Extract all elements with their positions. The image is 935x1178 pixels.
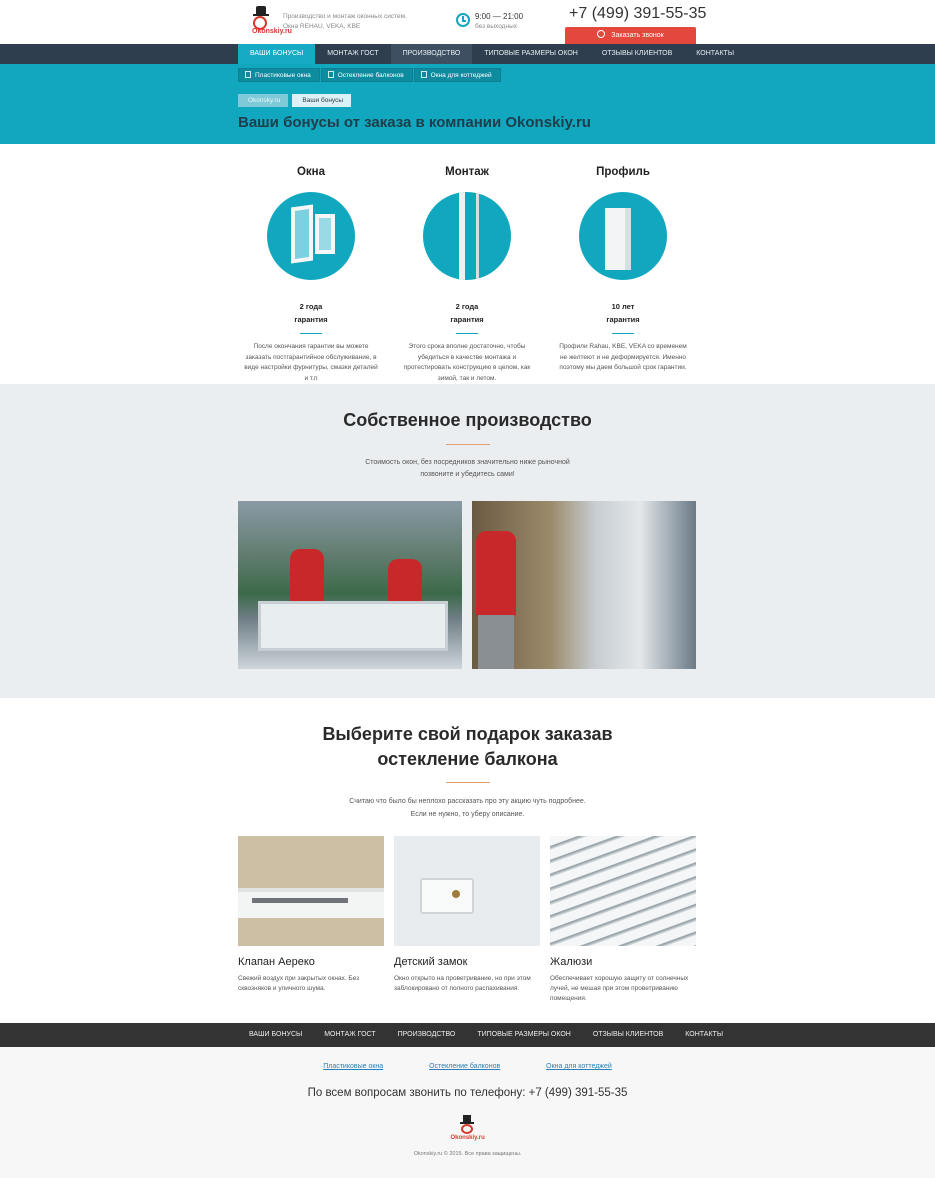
- subnav-label: Остекление балконов: [337, 72, 404, 79]
- production-photo: [238, 501, 462, 669]
- bonus-description: Этого срока вполне достаточно, чтобы убедиться в качестве монтажа и протестировать конструкцию в целом, как зимой, так и летом.: [403, 343, 531, 382]
- gift-item-title: Детский замок: [394, 956, 468, 968]
- subnav-item-cottage[interactable]: [414, 68, 501, 82]
- child-lock-image: [394, 836, 540, 946]
- footer-nav-sizes[interactable]: ТИПОВЫЕ РАЗМЕРЫ ОКОН: [477, 1031, 571, 1038]
- breadcrumb-home[interactable]: Okonsky.ru: [238, 94, 288, 107]
- worker-figure: [478, 615, 514, 669]
- gift-item-vent: [238, 836, 384, 994]
- gift-item-desc: Свежий воздух при закрытых окнах. Без сквозняков и уличного шума.: [238, 975, 360, 992]
- bonus-title: Монтаж: [445, 166, 489, 178]
- phone-icon: [597, 30, 605, 38]
- footer-logo-icon[interactable]: [451, 1115, 485, 1143]
- logo-text[interactable]: Okonskiy.ru: [252, 28, 292, 35]
- gift-lead: [0, 795, 935, 821]
- blinds-image: [550, 836, 696, 946]
- bonus-description: Профили Rahau, KBE, VEKA со временем не желтеют и не деформируется. Именно поэтому мы даем большой срок гарантии.: [559, 343, 687, 371]
- bonus-guarantee-label: гарантия: [606, 315, 640, 324]
- gift-title-line: Выберите свой подарок заказав: [322, 724, 613, 744]
- footer-nav-reviews[interactable]: ОТЗЫВЫ КЛИЕНТОВ: [592, 1031, 664, 1038]
- working-hours: 9:00 — 21:00: [475, 12, 524, 21]
- gift-item-desc: Обеспечивает хорошую защиту от солнечных лучей, не мешая при этом проветриванию помещения.: [550, 975, 689, 1002]
- footer-link-balcony[interactable]: Остекление балконов: [429, 1063, 501, 1070]
- footer-links: [0, 1047, 935, 1070]
- gift-item-lock: [394, 836, 540, 994]
- production-text-line: Стоимость окон, без посредников значительно ниже рыночной: [365, 459, 570, 466]
- divider: [456, 333, 478, 334]
- bonus-years: 2 года: [455, 302, 479, 311]
- production-title: Собственное производство: [343, 410, 592, 430]
- window-icon: [245, 71, 251, 78]
- footer-logo-text: Okonskiy.ru: [450, 1135, 485, 1141]
- order-call-label: Заказать звонок: [611, 32, 664, 39]
- site-footer: [0, 1047, 935, 1178]
- footer-link-plastic[interactable]: Пластиковые окна: [323, 1063, 384, 1070]
- breadcrumb-current: Ваши бонусы: [292, 94, 351, 107]
- divider: [446, 444, 490, 445]
- profile-icon: [579, 192, 667, 280]
- subnav-label: Окна для коттеджей: [430, 72, 492, 79]
- bonus-guarantee-label: гарантия: [294, 315, 328, 324]
- bonus-description: После окончания гарантии вы можете заказать постгарантийное обслуживание, в виде настройки фурнитуры, смазки деталей и т.п: [244, 343, 378, 382]
- gift-item-title: Клапан Аереко: [238, 956, 315, 968]
- nav-item-bonuses[interactable]: ВАШИ БОНУСЫ: [238, 44, 315, 64]
- page-header-band: [0, 64, 935, 144]
- bonus-title: Профиль: [596, 166, 650, 178]
- worker-figure: [290, 549, 324, 609]
- bonus-card-windows: [238, 144, 384, 384]
- divider: [446, 782, 490, 783]
- bonuses-section: [0, 144, 935, 384]
- working-days: без выходных: [475, 23, 517, 30]
- installation-icon: [423, 192, 511, 280]
- nav-item-production[interactable]: ПРОИЗВОДСТВО: [391, 44, 473, 64]
- subnav-label: Пластиковые окна: [255, 72, 311, 79]
- header-phone[interactable]: +7 (499) 391-55-35: [569, 5, 707, 22]
- nav-item-montage[interactable]: МОНТАЖ ГОСТ: [327, 50, 379, 57]
- subnav-item-balcony[interactable]: [321, 68, 413, 82]
- sub-nav: [238, 68, 502, 82]
- gift-title-line: остекление балкона: [377, 749, 558, 769]
- house-icon: [421, 71, 427, 78]
- gift-title: [0, 698, 935, 772]
- footer-link-cottage[interactable]: Окна для коттеджей: [546, 1063, 612, 1070]
- tagline-line: Производство и монтаж оконных систем.: [283, 13, 407, 20]
- workbench: [258, 601, 448, 651]
- bonus-guarantee: [394, 300, 540, 326]
- divider: [612, 333, 634, 334]
- nav-item-reviews[interactable]: ОТЗЫВЫ КЛИЕНТОВ: [601, 50, 673, 57]
- production-section: [0, 384, 935, 698]
- subnav-item-plastic[interactable]: [238, 68, 320, 82]
- bonus-card-profile: [550, 144, 696, 374]
- page-title: Ваши бонусы от заказа в компании Okonskiy.ru: [238, 114, 591, 131]
- gift-item-blinds: [550, 836, 696, 1004]
- vent-valve-image: [238, 836, 384, 946]
- breadcrumb: [238, 94, 351, 107]
- worker-figure: [476, 531, 516, 617]
- site-header: [0, 0, 935, 44]
- bonus-years: 10 лет: [611, 302, 635, 311]
- bonus-years: 2 года: [299, 302, 323, 311]
- production-text-line: позвоните и убедитесь сами!: [420, 471, 515, 478]
- footer-nav: [0, 1023, 935, 1047]
- footer-nav-contacts[interactable]: КОНТАКТЫ: [685, 1031, 724, 1038]
- bonus-card-montage: [394, 144, 540, 384]
- bonus-title: Окна: [296, 166, 326, 178]
- nav-item-sizes[interactable]: ТИПОВЫЕ РАЗМЕРЫ ОКОН: [484, 50, 578, 57]
- divider: [300, 333, 322, 334]
- tagline-line: Окна REHAU, VEKA, KBE: [283, 23, 361, 30]
- gift-item-title: Жалюзи: [550, 956, 593, 968]
- footer-nav-bonuses[interactable]: ВАШИ БОНУСЫ: [249, 1031, 303, 1038]
- production-text: [0, 457, 935, 481]
- clock-icon: [456, 13, 470, 27]
- gift-section: [0, 698, 935, 1023]
- production-photo: [472, 501, 696, 669]
- window-icon: [267, 192, 355, 280]
- bonus-guarantee-label: гарантия: [450, 315, 484, 324]
- nav-item-contacts[interactable]: КОНТАКТЫ: [696, 50, 735, 57]
- main-nav: [0, 44, 935, 64]
- footer-nav-montage[interactable]: МОНТАЖ ГОСТ: [324, 1031, 376, 1038]
- order-call-button[interactable]: [565, 27, 696, 44]
- bonus-guarantee: [550, 300, 696, 326]
- gift-lead-line: Если не нужно, то уберу описание.: [410, 811, 525, 818]
- footer-phone: По всем вопросам звонить по телефону: +7 (499) 391-55-35: [307, 1087, 628, 1099]
- copyright: Okonskiy.ru © 2015. Все права защищены.: [413, 1151, 522, 1157]
- balcony-icon: [328, 71, 334, 78]
- gift-item-desc: Окно открыто на проветривание, но при этом заблокировано от полного распахивания.: [394, 975, 531, 992]
- tagline: [283, 12, 433, 32]
- footer-nav-production[interactable]: ПРОИЗВОДСТВО: [397, 1031, 456, 1038]
- gift-lead-line: Считаю что было бы неплохо рассказать про эту акцию чуть подробнее.: [349, 798, 586, 805]
- bonus-guarantee: [238, 300, 384, 326]
